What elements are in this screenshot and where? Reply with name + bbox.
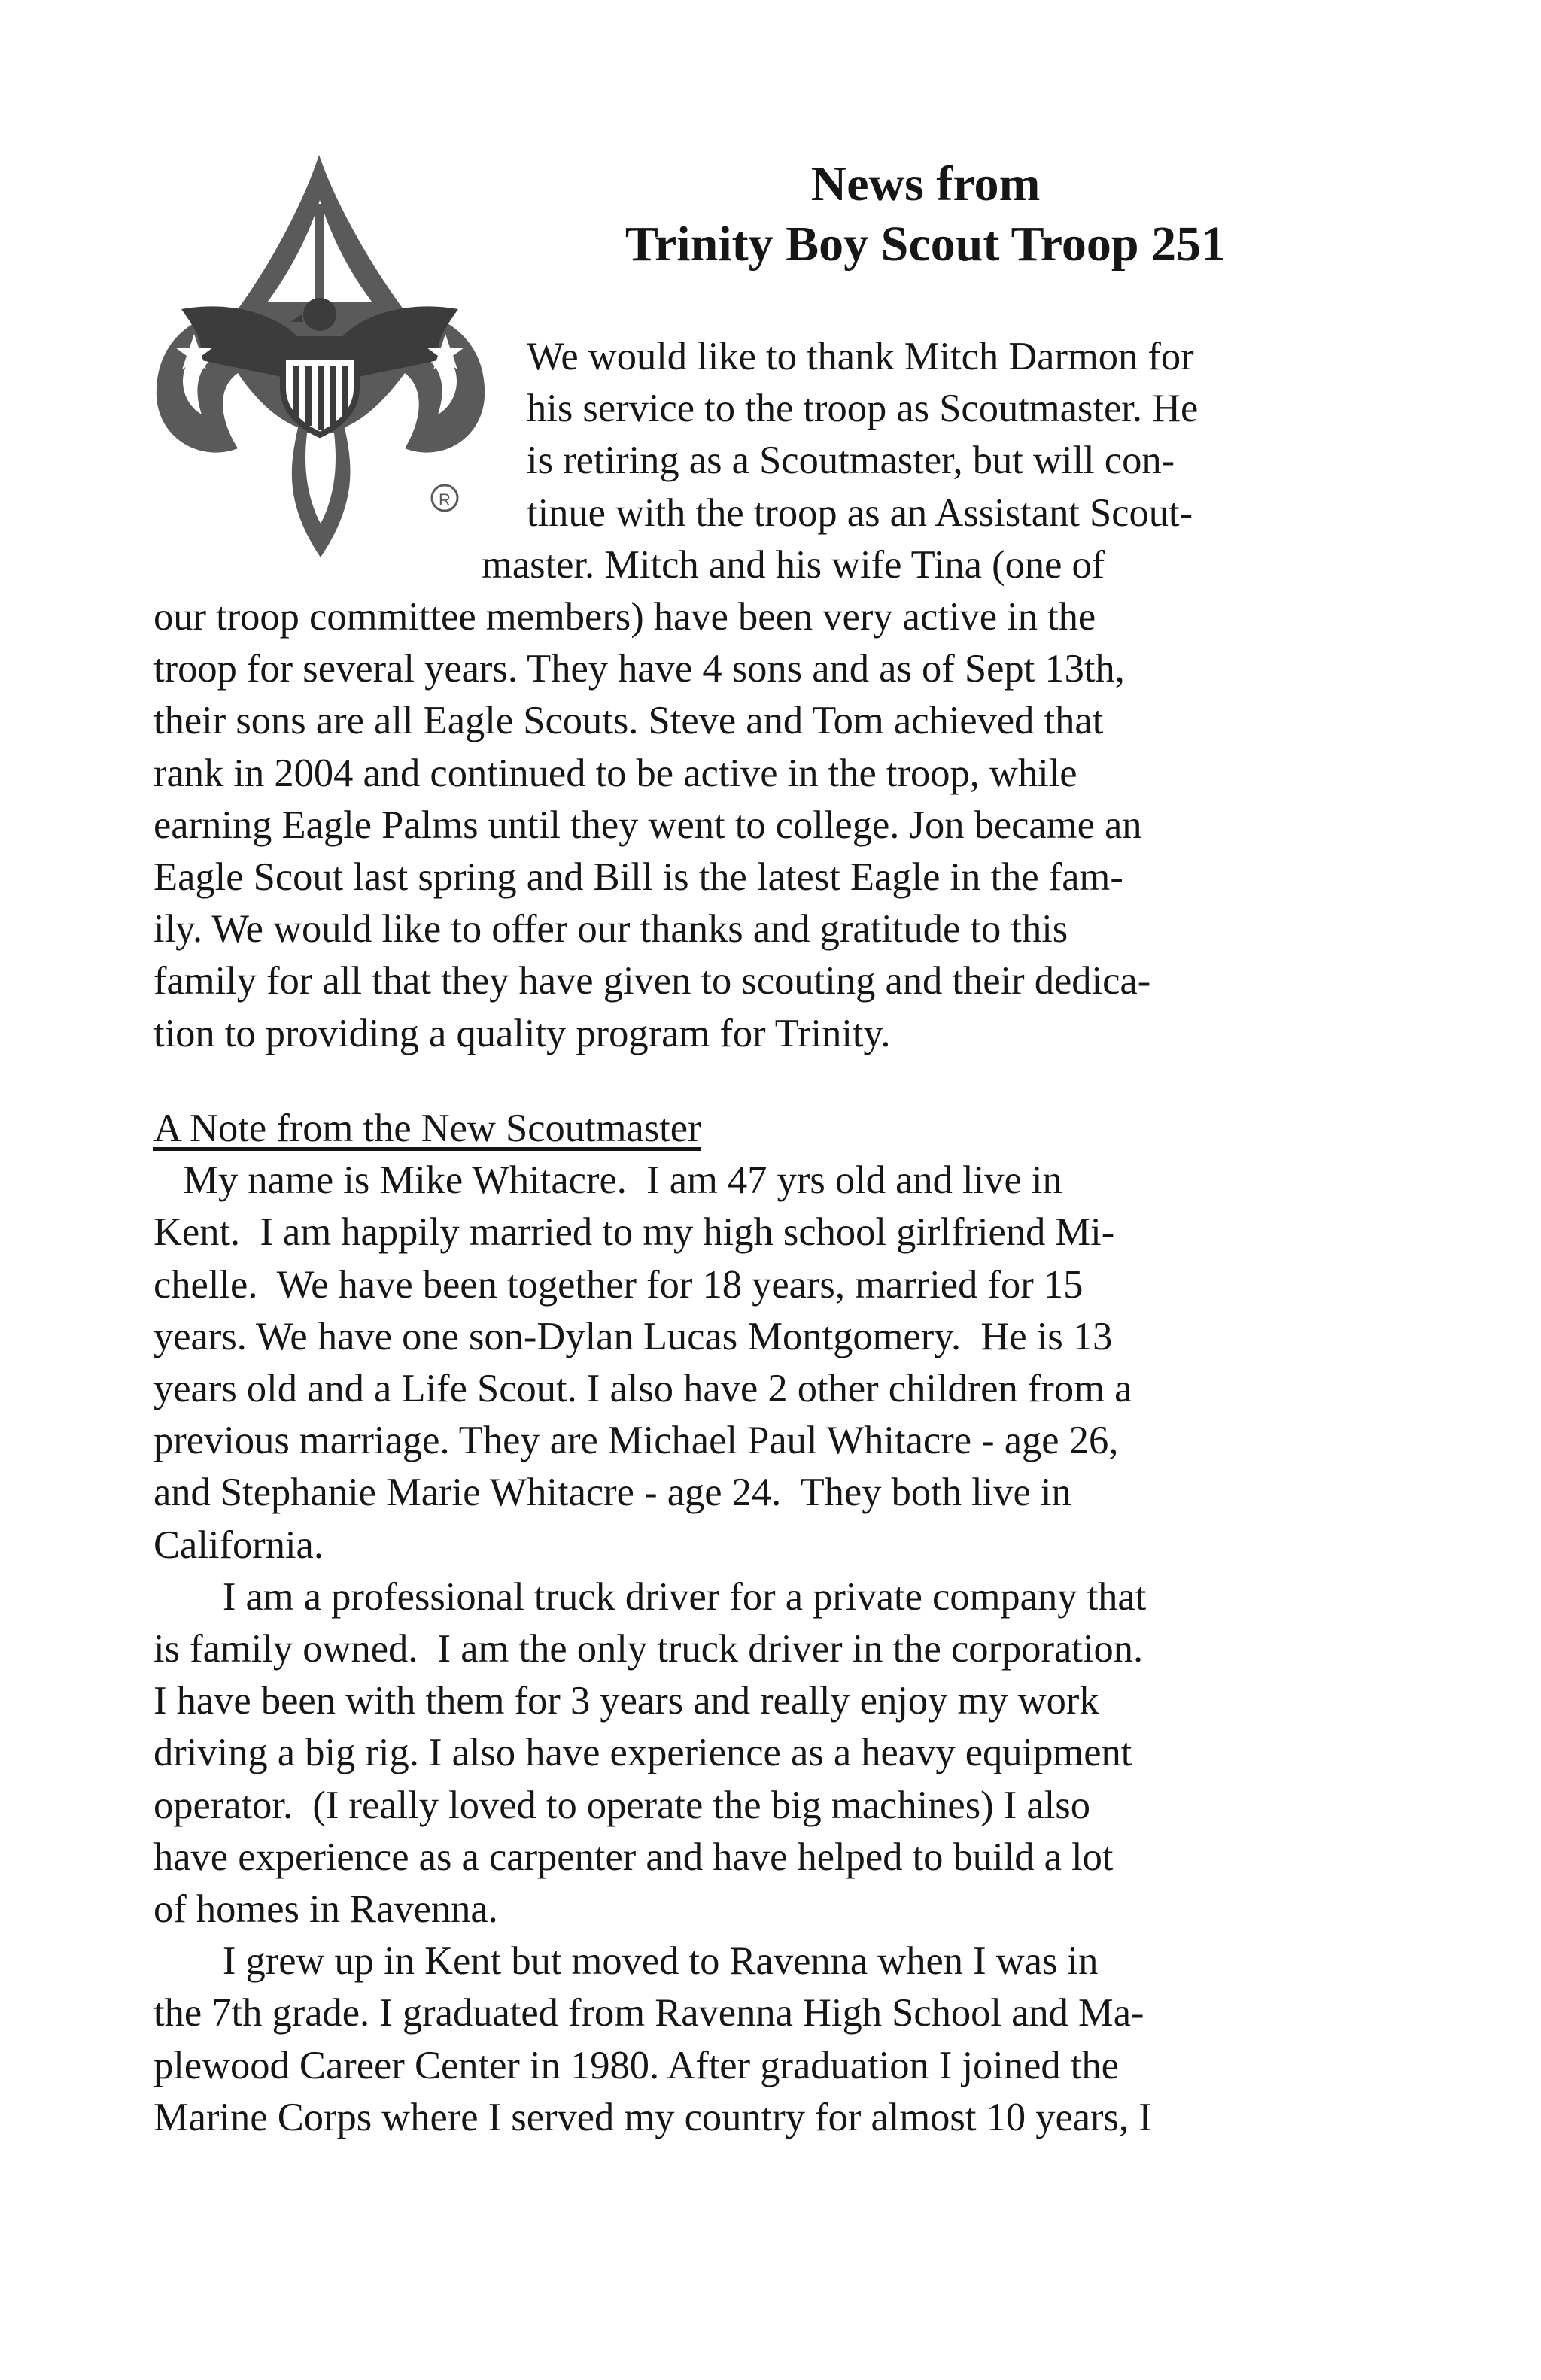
- note-line: of homes in Ravenna.: [153, 1887, 498, 1932]
- note-line: previous marriage. They are Michael Paul Whitacre - age 26,: [153, 1419, 1119, 1463]
- note-line: My name is Mike Whitacre. I am 47 yrs old and live in: [153, 1158, 1062, 1203]
- newsletter-title-line2: Trinity Boy Scout Troop 251: [625, 217, 1226, 272]
- intro-line: our troop committee members) have been very active in the: [153, 595, 1096, 639]
- intro-line: their sons are all Eagle Scouts. Steve and Tom achieved that: [153, 699, 1104, 743]
- intro-line: rank in 2004 and continued to be active in the troop, while: [153, 751, 1077, 795]
- note-line: I am a professional truck driver for a private company that: [153, 1574, 1147, 1619]
- note-line: plewood Career Center in 1980. After graduation I joined the: [153, 2043, 1119, 2087]
- intro-line: earning Eagle Palms until they went to college. Jon became an: [153, 803, 1142, 847]
- note-line: and Stephanie Marie Whitacre - age 24. They both live in: [153, 1471, 1071, 1515]
- intro-line: Eagle Scout last spring and Bill is the latest Eagle in the fam-: [153, 855, 1123, 900]
- intro-line: ily. We would like to offer our thanks and gratitude to this: [153, 907, 1068, 952]
- intro-line: tinue with the troop as an Assistant Scout-: [527, 490, 1193, 535]
- note-line: years. We have one son-Dylan Lucas Montgomery. He is 13: [153, 1314, 1113, 1358]
- intro-line: tion to providing a quality program for Trinity.: [153, 1011, 891, 1055]
- note-line: operator. (I really loved to operate the big machines) I also: [153, 1783, 1090, 1827]
- newsletter-title-line1: News from: [810, 156, 1041, 211]
- svg-text:R: R: [439, 490, 451, 509]
- note-line: driving a big rig. I also have experience as a heavy equipment: [153, 1731, 1132, 1775]
- note-line: is family owned. I am the only truck driver in the corporation.: [153, 1627, 1144, 1671]
- intro-line: master. Mitch and his wife Tina (one of: [482, 542, 1105, 587]
- intro-line: is retiring as a Scoutmaster, but will con-: [527, 439, 1175, 483]
- note-line: the 7th grade. I graduated from Ravenna High School and Ma-: [153, 1991, 1144, 2035]
- scoutmaster-note: [153, 1103, 1357, 2144]
- intro-line: family for all that they have given to scouting and their dedica-: [153, 959, 1151, 1003]
- note-line: I grew up in Kent but moved to Ravenna when I was in: [153, 1939, 1099, 1984]
- note-line: years old and a Life Scout. I also have 2 other children from a: [153, 1367, 1132, 1411]
- section-heading: A Note from the New Scoutmaster: [153, 1107, 701, 1150]
- note-line: California.: [153, 1522, 324, 1567]
- note-line: have experience as a carpenter and have helped to build a lot: [153, 1835, 1114, 1879]
- intro-line: his service to the troop as Scoutmaster. He: [527, 387, 1199, 431]
- note-line: chelle. We have been together for 18 years, married for 15: [153, 1262, 1084, 1307]
- note-line: I have been with them for 3 years and really enjoy my work: [153, 1679, 1099, 1723]
- intro-line: We would like to thank Mitch Darmon for: [527, 335, 1194, 378]
- intro-line: troop for several years. They have 4 sons and as of Sept 13th,: [153, 647, 1125, 691]
- note-line: Marine Corps where I served my country for almost 10 years, I: [153, 2095, 1152, 2139]
- note-line: Kent. I am happily married to my high school girlfriend Mi-: [153, 1210, 1115, 1255]
- fleur-de-lis-eagle-icon: [147, 147, 506, 569]
- scout-emblem-logo: [147, 147, 506, 569]
